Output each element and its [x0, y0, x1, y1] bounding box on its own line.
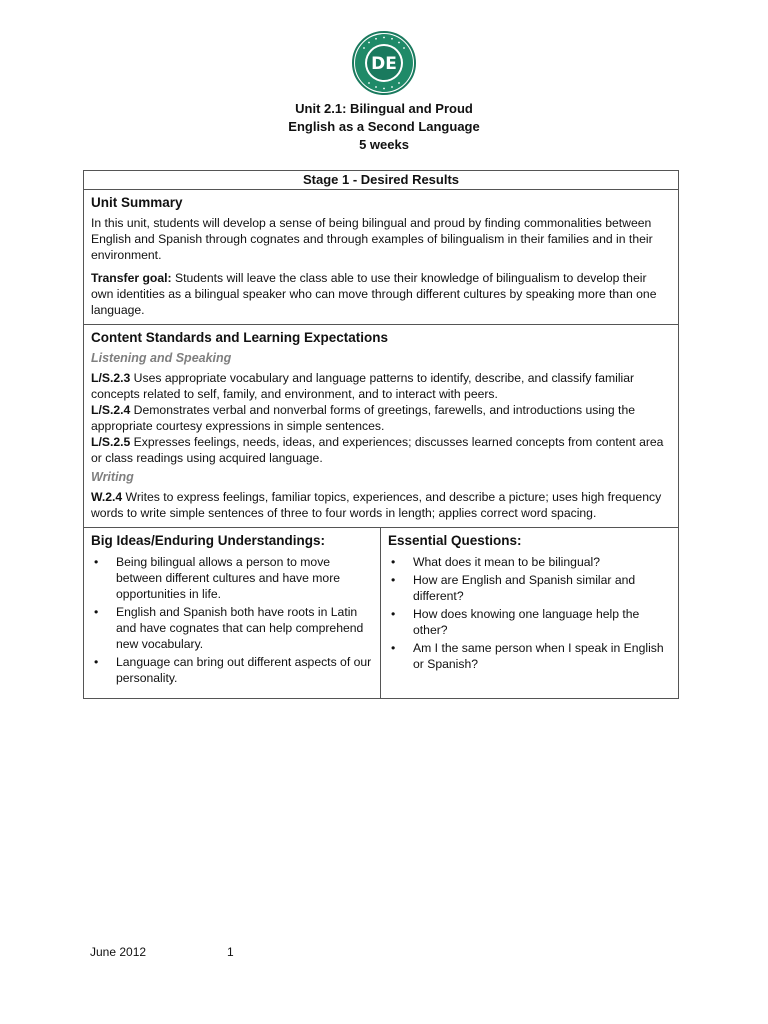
bullet-icon: •: [391, 607, 396, 621]
essential-questions-title: Essential Questions:: [388, 533, 522, 548]
big-idea-text: Language can bring out different aspects of our personality.: [116, 655, 372, 685]
list-item: [388, 572, 671, 604]
footer-date: June 2012: [90, 945, 147, 959]
transfer-goal: [91, 270, 671, 318]
big-ideas-title: Big Ideas/Enduring Understandings:: [91, 533, 326, 548]
seal-icon: [352, 31, 416, 95]
big-ideas-cell: [84, 528, 381, 698]
big-ideas-list: [91, 554, 373, 686]
big-idea-text: English and Spanish both have roots in Latin and have cognates that can help comprehend new vocabulary.: [116, 605, 364, 651]
list-item: [91, 554, 373, 602]
essential-questions-list: [388, 554, 671, 672]
standard-item: [91, 370, 671, 402]
list-item: [388, 606, 671, 638]
department-logo: [352, 31, 416, 95]
list-item: [388, 554, 671, 570]
standard-code: L/S.2.5: [91, 435, 131, 449]
unit-summary-section: [84, 190, 678, 324]
bullet-icon: •: [94, 605, 99, 619]
standard-item: [91, 402, 671, 434]
unit-duration: 5 weeks: [359, 137, 409, 152]
big-idea-text: Being bilingual allows a person to move between different cultures and have more opportunities in life.: [116, 555, 341, 601]
bullet-icon: •: [94, 555, 99, 569]
standards-section: [84, 324, 678, 527]
standard-code: L/S.2.4: [91, 403, 131, 417]
transfer-goal-text: Students will leave the class able to use their knowledge of bilingualism to develop their own identities as a bilingual speaker who can move through different cultures by speaking more than one language.: [91, 271, 657, 317]
standard-text: Uses appropriate vocabulary and language patterns to identify, describe, and classify familiar concepts related to self, family, and environment, and to interact with peers.: [91, 371, 635, 401]
list-item: [91, 604, 373, 652]
ideas-questions-row: [84, 527, 678, 698]
stage-heading: Stage 1 - Desired Results: [84, 171, 678, 190]
logo-initials: DE: [371, 54, 397, 74]
list-item: [388, 640, 671, 672]
unit-summary-title: Unit Summary: [91, 195, 183, 210]
standard-code: W.2.4: [91, 490, 123, 504]
course-title: English as a Second Language: [288, 119, 480, 134]
standard-text: Expresses feelings, needs, ideas, and experiences; discusses learned concepts from content area or class readings using acquired language.: [91, 435, 664, 465]
transfer-goal-label: Transfer goal:: [91, 271, 172, 285]
standard-item: [91, 489, 671, 521]
question-text: How does knowing one language help the other?: [413, 607, 640, 637]
bullet-icon: •: [391, 573, 396, 587]
bullet-icon: •: [391, 555, 396, 569]
unit-title: Unit 2.1: Bilingual and Proud: [295, 101, 473, 116]
standard-code: L/S.2.3: [91, 371, 131, 385]
bullet-icon: •: [391, 641, 396, 655]
standard-text: Demonstrates verbal and nonverbal forms of greetings, farewells, and introductions using the appropriate courtesy expressions in simple sentences.: [91, 403, 635, 433]
question-text: Am I the same person when I speak in English or Spanish?: [413, 641, 664, 671]
page-number: 1: [227, 945, 234, 959]
essential-questions-cell: [381, 528, 678, 698]
standards-group-heading: Listening and Speaking: [91, 351, 232, 365]
standard-item: [91, 434, 671, 466]
list-item: [91, 654, 373, 686]
standards-group-heading: Writing: [91, 470, 134, 484]
stage-1-table: [83, 170, 679, 699]
question-text: How are English and Spanish similar and different?: [413, 573, 636, 603]
question-text: What does it mean to be bilingual?: [413, 555, 600, 569]
unit-summary-text: In this unit, students will develop a sense of being bilingual and proud by finding commonalities between English and Spanish through cognates and through examples of bilingualism in their families and in their environment.: [91, 216, 653, 262]
bullet-icon: •: [94, 655, 99, 669]
standard-text: Writes to express feelings, familiar topics, experiences, and describe a picture; uses high frequency words to write simple sentences of three to four words in length; applies correct word spacing.: [91, 490, 662, 520]
document-header: [0, 100, 768, 154]
standards-title: Content Standards and Learning Expectations: [91, 330, 389, 345]
